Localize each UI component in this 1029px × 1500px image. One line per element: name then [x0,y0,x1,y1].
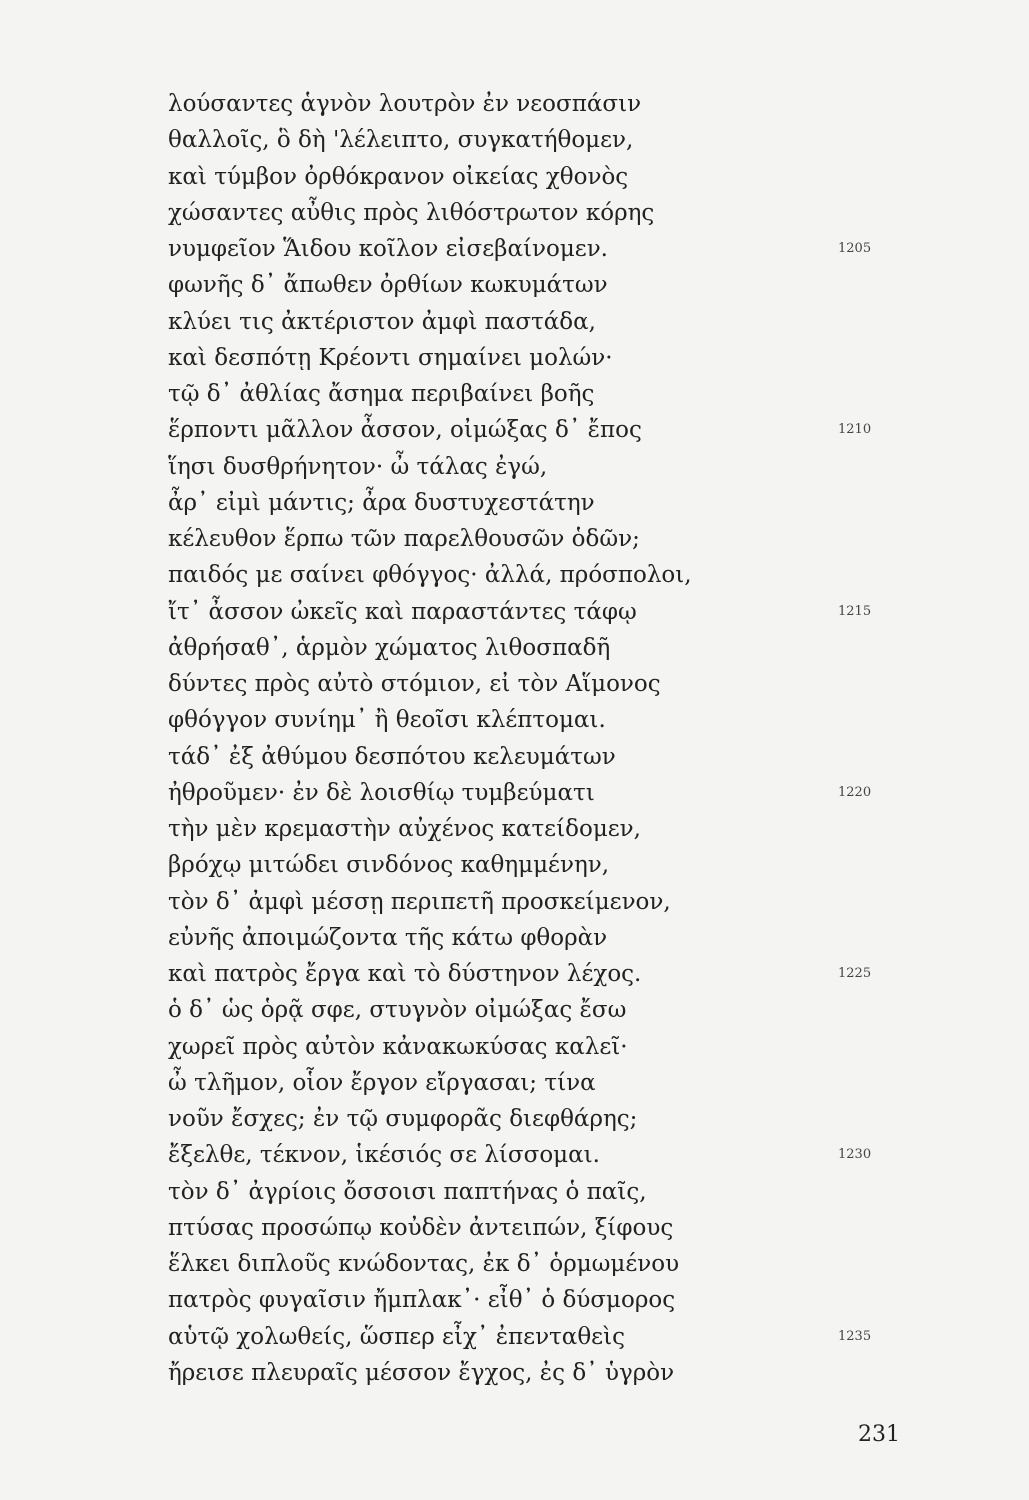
verse-line [168,159,868,195]
verse-line [168,1029,868,1065]
verse-line [168,485,868,521]
verse-line-text: νοῦν ἔσχες; ἐν τῷ συμφορᾶς διεφθάρης; [168,1106,638,1132]
verse-line [168,376,868,412]
verse-line-text: δύντες πρὸς αὐτὸ στόμιον, εἰ τὸν Αἵμονος [168,671,661,697]
verse-line [168,1101,868,1137]
line-number: 1235 [838,1328,872,1344]
verse-line-text: παιδός με σαίνει φθόγγος· ἀλλά, πρόσπολοι, [168,562,692,589]
verse-line-text: τὸν δ᾽ ἀμφὶ μέσσῃ περιπετῆ προσκείμενον, [168,888,671,915]
verse-line-text: ἆρ᾽ εἰμὶ μάντις; ἆρα δυστυχεστάτην [168,489,595,516]
verse-line [168,521,868,557]
verse-line [168,1137,872,1173]
line-number: 1215 [838,603,872,619]
verse-line-text: φωνῆς δ᾽ ἄπωθεν ὀρθίων κωκυμάτων [168,272,608,299]
verse-line-text: βρόχῳ μιτώδει σινδόνος καθημμένην, [168,852,610,879]
verse-line [168,412,872,448]
verse-line-text: ἠθροῦμεν· ἐν δὲ λοισθίῳ τυμβεύματι [168,779,595,806]
verse-line-text: ἕλκει διπλοῦς κνώδοντας, ἐκ δ᾽ ὁρμωμένου [168,1251,680,1277]
verse-line-text: ὦ τλῆμον, οἷον ἔργον εἴργασαι; τίνα [168,1069,596,1096]
verse-line-text: αὑτῷ χολωθείς, ὥσπερ εἶχ᾽ ἐπενταθεὶς [168,1323,625,1350]
verse-line [168,1319,872,1355]
verse-line-text: ἀθρήσαθ᾽, ἁρμὸν χώματος λιθοσπαδῆ [168,634,611,661]
verse-line [168,231,872,267]
verse-line [168,956,872,992]
verse-line-text: πτύσας προσώπῳ κοὐδὲν ἀντειπών, ξίφους [168,1214,674,1241]
verse-line [168,630,868,666]
verse-line-text: λούσαντες ἁγνὸν λουτρὸν ἐν νεοσπάσιν [168,91,642,117]
verse-line-text: νυμφεῖον Ἅιδου κοῖλον εἰσεβαίνομεν. [168,236,608,262]
verse-line [168,884,868,920]
verse-line-text: τὴν μὲν κρεμαστὴν αὐχένος κατείδομεν, [168,816,641,842]
verse-line [168,1174,868,1210]
line-number: 1220 [838,784,872,800]
verse-line-text: κέλευθον ἕρπω τῶν παρελθουσῶν ὁδῶν; [168,526,640,552]
page-number: 231 [858,1422,900,1447]
line-number: 1225 [838,966,872,981]
verse-line-text: καὶ τύμβον ὀρθόκρανον οἰκείας χθονὸς [168,163,629,190]
verse-line-text: θαλλοῖς, ὃ δὴ 'λέλειπτο, συγκατήθομεν, [168,127,634,154]
verse-line-text: καὶ πατρὸς ἔργα καὶ τὸ δύστηνον λέχος. [168,961,642,987]
verse-line [168,702,868,738]
verse-line-text: ὁ δ᾽ ὡς ὁρᾷ σφε, στυγνὸν οἰμώξας ἔσω [168,997,627,1024]
verse-line-text: τὸν δ᾽ ἀγρίοις ὄσσοισι παπτήνας ὁ παῖς, [168,1178,647,1205]
verse-line-text: ἵησι δυσθρήνητον· ὦ τάλας ἐγώ, [168,453,548,480]
verse-line [168,1210,868,1246]
line-number: 1230 [838,1147,872,1163]
verse-line [168,1282,868,1318]
verse-line [168,847,868,883]
verse-line-text: ἴτ᾽ ἆσσον ὠκεῖς καὶ παραστάντες τάφῳ [168,598,637,625]
verse-line-text: τάδ᾽ ἐξ ἀθύμου δεσπότου κελευμάτων [168,743,616,770]
verse-line-text: πατρὸς φυγαῖσιν ἤμπλακ᾽· εἶθ᾽ ὁ δύσμορος [168,1287,676,1314]
verse-line [168,449,868,485]
verse-line [168,122,868,158]
verse-line-text: ἕρποντι μᾶλλον ἆσσον, οἰμώξας δ᾽ ἔπος [168,417,642,444]
line-number: 1205 [838,241,872,256]
verse-line [168,1065,868,1101]
verse-line-text: χώσαντες αὖθις πρὸς λιθόστρωτον κόρης [168,199,655,226]
verse-line [168,267,868,303]
verse-line [168,666,868,702]
verse-line [168,775,872,811]
verse-line-text: εὐνῆς ἀποιμώζοντα τῆς κάτω φθορὰν [168,924,608,951]
verse-line [168,739,868,775]
verse-line-text: φθόγγον συνίημ᾽ ἢ θεοῖσι κλέπτομαι. [168,707,606,734]
verse-line-text: καὶ δεσπότῃ Κρέοντι σημαίνει μολών· [168,344,613,371]
verse-line [168,920,868,956]
verse-text-block [168,86,872,1391]
verse-line [168,1355,868,1391]
verse-line [168,594,872,630]
line-number: 1210 [838,422,872,438]
verse-line-text: τῷ δ᾽ ἀθλίας ἄσημα περιβαίνει βοῆς [168,381,595,407]
verse-line-text: χωρεῖ πρὸς αὐτὸν κἀνακωκύσας καλεῖ· [168,1033,628,1060]
verse-line [168,195,868,231]
verse-line [168,340,868,376]
verse-line-text: κλύει τις ἀκτέριστον ἀμφὶ παστάδα, [168,308,596,335]
verse-line [168,86,868,122]
verse-line [168,304,868,340]
verse-line [168,1246,868,1282]
verse-line-text: ἤρεισε πλευραῖς μέσσον ἔγχος, ἐς δ᾽ ὑγρὸν [168,1359,675,1386]
verse-line [168,557,868,593]
verse-line-text: ἔξελθε, τέκνον, ἱκέσιός σε λίσσομαι. [168,1142,600,1169]
verse-line [168,811,868,847]
verse-line [168,992,868,1028]
